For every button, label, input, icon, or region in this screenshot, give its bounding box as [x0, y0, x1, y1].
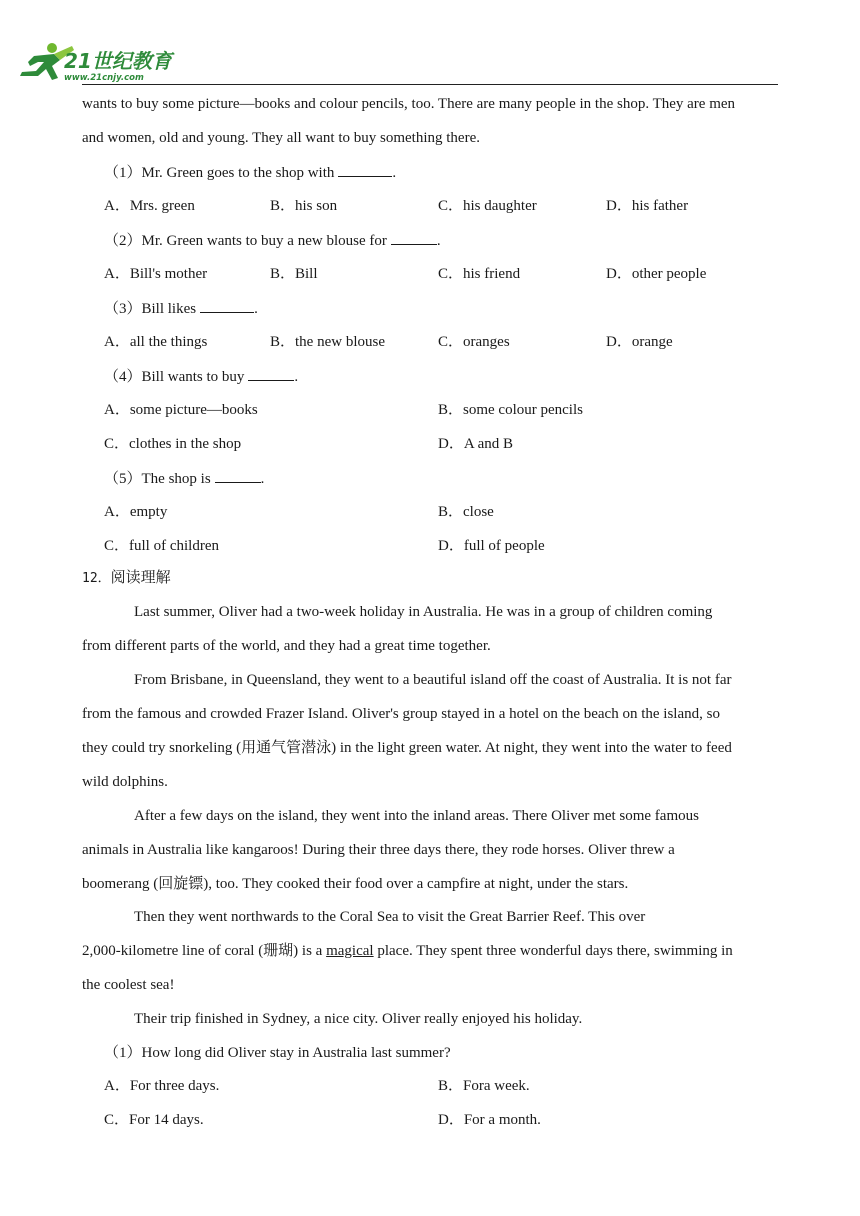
passage-line: From Brisbane, in Queensland, they went to a beautiful island off the coast of Australia. It is not far: [134, 672, 732, 688]
passage-line: 2,000-kilometre line of coral (珊瑚) is a magical place. They spent three wonderful days there, swimming in: [82, 943, 733, 959]
answer-blank[interactable]: [200, 298, 254, 313]
passage-line: Last summer, Oliver had a two-week holiday in Australia. He was in a group of children coming: [134, 604, 713, 620]
underlined-word: magical: [326, 943, 374, 959]
option-a[interactable]: A．Bill's mother: [104, 266, 208, 282]
option-c[interactable]: C．For 14 days.: [104, 1112, 204, 1128]
option-b[interactable]: B．close: [438, 504, 494, 520]
site-logo: [14, 40, 184, 84]
question-stem: （2）Mr. Green wants to buy a new blouse for .: [104, 230, 441, 251]
passage-line: and women, old and young. They all want to buy something there.: [82, 130, 480, 146]
option-b[interactable]: B．Fora week.: [438, 1078, 530, 1094]
option-d[interactable]: D．other people: [606, 266, 707, 282]
passage-line: After a few days on the island, they went into the inland areas. There Oliver met some famous: [134, 808, 699, 824]
option-a[interactable]: A．some picture—books: [104, 402, 258, 418]
passage-line: boomerang (回旋镖), too. They cooked their food over a campfire at night, under the stars.: [82, 876, 629, 892]
option-a[interactable]: A．For three days.: [104, 1078, 220, 1094]
option-c[interactable]: C．his daughter: [438, 198, 537, 214]
question-title: 阅读理解: [110, 570, 171, 586]
question-header: [82, 568, 171, 589]
answer-blank[interactable]: [215, 468, 261, 483]
question-number: 12．: [82, 571, 111, 586]
option-a[interactable]: A．empty: [104, 504, 168, 520]
option-b[interactable]: B．the new blouse: [270, 334, 385, 350]
option-d[interactable]: D．For a month.: [438, 1112, 541, 1128]
option-d[interactable]: D．A and B: [438, 436, 514, 452]
passage-line: they could try snorkeling (用通气管潜泳) in the light green water. At night, they went into the water to feed: [82, 740, 732, 756]
question-stem: （1）Mr. Green goes to the shop with .: [104, 162, 396, 183]
question-stem: （4）Bill wants to buy .: [104, 366, 298, 387]
option-c[interactable]: C．oranges: [438, 334, 510, 350]
answer-blank[interactable]: [338, 162, 392, 177]
option-a[interactable]: A．Mrs. green: [104, 198, 195, 214]
option-d[interactable]: D．orange: [606, 334, 673, 350]
option-b[interactable]: B．Bill: [270, 266, 318, 282]
passage-line: Their trip finished in Sydney, a nice city. Oliver really enjoyed his holiday.: [134, 1011, 583, 1027]
option-d[interactable]: D．his father: [606, 198, 689, 214]
answer-blank[interactable]: [391, 230, 437, 245]
option-c[interactable]: C．full of children: [104, 538, 219, 554]
option-a[interactable]: A．all the things: [104, 334, 208, 350]
passage-line: Then they went northwards to the Coral Sea to visit the Great Barrier Reef. This over: [134, 909, 646, 925]
passage-line: wants to buy some picture—books and colour pencils, too. There are many people in the shop. They are men: [82, 96, 736, 112]
passage-line: the coolest sea!: [82, 977, 175, 993]
passage-line: animals in Australia like kangaroos! During their three days there, they rode horses. Oliver threw a: [82, 842, 675, 858]
option-c[interactable]: C．his friend: [438, 266, 521, 282]
option-c[interactable]: C．clothes in the shop: [104, 436, 242, 452]
question-stem: （3）Bill likes .: [104, 298, 258, 319]
logo-url: www.21cnjy.com: [64, 73, 144, 83]
logo-text: 21世纪教育: [64, 49, 172, 73]
passage-line: from different parts of the world, and they had a great time together.: [82, 638, 491, 654]
option-d[interactable]: D．full of people: [438, 538, 545, 554]
question-stem: （5）The shop is .: [104, 468, 264, 489]
passage-line: from the famous and crowded Frazer Island. Oliver's group stayed in a hotel on the beach on the island, so: [82, 706, 720, 722]
answer-blank[interactable]: [248, 366, 294, 381]
passage-line: wild dolphins.: [82, 774, 168, 790]
option-b[interactable]: B．some colour pencils: [438, 402, 583, 418]
option-b[interactable]: B．his son: [270, 198, 338, 214]
header-divider: [82, 84, 778, 85]
question-stem: （1）How long did Oliver stay in Australia last summer?: [104, 1045, 451, 1061]
